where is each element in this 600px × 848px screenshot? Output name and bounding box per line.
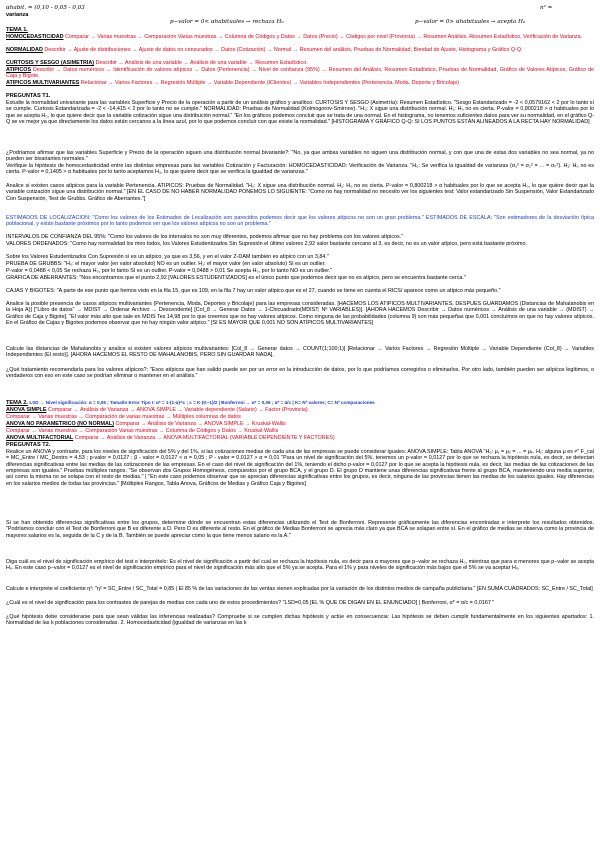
t2-paragraph-1: Realice un ANOVA y contraste, para los niveles de significación del 5% y del 1%, si las cotizaciones medias de cada una de las empresas se puede considerar iguales: ANOVA SIMPLE: Tabla ANOVA "H₀: μ₁ = μ₂ = ... = μₖ. H₁: alguna μ es ≠" F_cal = MC_Entre / MC_Dentro = 4,53 ; p-valor = 0,0127 ; β - valor = 0,0127 < α = 0,05 ; P - valor = 0,0127 > α = 0,01 "Para un nivel de significación del 5%, tenemos un p-valor = 0,0127 por lo que se rechaza la hipótesis nula, es decir, se detectan diferencias significativas entre las medias de las cotizaciones de las empresas. En el caso del nivel de significación del 1%, teniendo el dicho p-valor = 0,0127 por lo que se acepta la hipótesis nula, es decir, las medias de las cotizaciones de las empresas son iguales." Pruebas múltiples rangos. "Se observan dos Grupos Homogéneos, compuestos por el grupo BCA, y el grupo D. El grupo D mantiene unas diferencias significativas frente al grupo BCA, manteniendo una media superior, así como la misma no se solapa con el resto de medias." | "En este caso podemos observar que se aprecian diferencias significativas entre los grupos, es decir, ninguna de las provincias tienen las medias de los salarios iguales. Hay diferencias en los salarios medios de todas las provincias." [Múltiples Rangos, Tabla Anova, Gráficos de Medias y Gráfico Caja y Bigotes] <box>6 449 594 487</box>
t1-paragraph-15: ¿Qué tratamiento recomendaría para los valores atípicos?: "Esos atípicos que han salido puede ser por un error en la introducción de datos, por lo que podríamos corregirlos o eliminarlos. Por otro lado, también pueden ser atípicos legítimos, o verdaderos con eso en este caso se podrían eliminar o mantener en el análisis." <box>6 367 594 380</box>
homocedasticidad-path <box>6 34 594 47</box>
normalidad-text: Describir → Ajuste de distribuciones → Ajuste de datos no censurados → Datos (Cotización) → Normal → Resumen del análisis, Pruebas de Normalidad, Bondad de Ajuste, Histograma y Gráfico Q-Q. <box>44 47 523 53</box>
anova-multi-path <box>6 435 594 442</box>
t2-paragraph-6: ¿Qué hipótesis debe considerarse para que sean válidas las inferencias realizadas? Compruebe si se cumplen dichas hipótesis y actúe en consecuencia: Las hipótesis se deben cumplir fundamentalmente en los siguientes apartados: 1. Normalidad de las k poblaciones consideradas. 2. Homocedasticidad (igualdad de varianzas en las k <box>6 614 594 627</box>
anova-np-text: Comparar → Análisis de Varianza → ANOVA SIMPLE → Kruskal-Wallis <box>115 421 286 427</box>
tema2-heading <box>6 400 594 407</box>
atipicos-text: Describir → Datos numéricos → Identificación de valores atípicos → Datos (Pertenencia) → Nivel de confianza (95%) → Resumen del Análisis, Resumen Estadístico, Pruebas de Normalidad, Gráfico de Valores Atípicos, Gráfico de Caja y Bigote. <box>6 67 594 80</box>
atipicos-label: ATÍPICOS <box>6 67 32 73</box>
curtosis-label: CURTOSIS Y SESGO (ASIMETRÍA) <box>6 60 95 66</box>
p-rule-right: p−valor = 0> αhabituales → acepta H₀ <box>415 19 526 25</box>
normalidad-label: NORMALIDAD <box>6 47 43 53</box>
normalidad-path <box>6 47 594 60</box>
t1-paragraph-14: Calcule las distancias de Mahalanobis y analice si existen valores atípicos multivariantes: [Col_8 → Generar datos → COUNT(1;100;1)] [Relacionar → Varios Factores → Regresión Múltiple → Variable Dependiente (Col_8) → Variables Independientes (El resto)]. [AHORA HACEMOS EL RESTO DE MAHALANOBIS, PERO SIN GUARDAR NADA]. <box>6 346 594 359</box>
atipicos-multi-label: ATÍPICOS MULTIVARIANTES <box>6 80 80 86</box>
anova-np-path <box>6 421 594 428</box>
t1-paragraph-8: Sobre los Valores Estudentizados Con Supresión sí es un atípico, ya que es 3,56, y en el valor Z-DAM también es atípico con un 3,84." <box>6 254 329 260</box>
t1-paragraph-7: VALORES ORDENADOS: "Como hay normalidad los miro todos, los Valores Estudentizados Sin Supresión el último valores 2,92 valor bastante cercano al 3, es decir, no es un valor atípico, pero está bastante próximo. <box>6 241 527 247</box>
t2-paragraph-5: ¿Cuál es el nivel de significación para los contrastes de parejas de medias con cada uno de estos procedimientos? "LSD=0,05 [EL % QUE DE DIGAN EN EL ENUNCIADO] | Bonferroni, α* = α/c = 0,0167 " <box>6 600 495 606</box>
t1-paragraph-5: ESTIMADOS DE LOCALIZACIÓN: "Como los valores de los Estimados de Localización son parecidos podemos decir que los valores atípicos no son un gran problema." ESTIMADOS DE ESCALA: "Son estimadores de la desviación típica poblacional, y están bastante próximos por lo tanto podemos ver que los valores atípicos no son un problema." <box>6 215 594 228</box>
anova-np-label: ANOVA NO PARAMÉTRICO (NO NORMAL) <box>6 421 115 427</box>
alpha-formula: αhabit. = (0,10 - 0,05 - 0,03 <box>6 5 85 11</box>
p-rule-left: p−valor = 0< αhabituales → rechaza H₀ <box>170 19 284 25</box>
t1-paragraph-2: ¿Podríamos afirmar que las variables Superficie y Precio de la operación siguen una distribución normal bivariante?: "No, ya que ambas variables no siguen una distribución normal, y con que una de estas dos variables no sea normal, ya no pueden ser bivariantes normales." <box>6 150 594 163</box>
t1-paragraph-10: P-valor = 0,0488 < 0,05 Se rechaza H₀, por lo tanto SÍ es un outlier. P-valor = 0,0488 > 0,01 Se acepta H₀, por lo tanto NO es un outlier." <box>6 268 333 274</box>
header-formula-left <box>6 5 594 12</box>
t1-paragraph-4: Analice si existen casos atípicos para la variable Pertenencia. ATÍPICOS: Pruebas de Normalidad. "H₀: X sigue una distribución normal. H₁: H₀ no es cierta. P-valor = 0,800218 > α habituales por lo que se acepta H₀, lo que quiere decir que la variable cotización sigue una distribución normal." [EN EL CASO DE NO HABER NORMALIDAD PONEMOS LO SIGUIENTE: "Como no hay normalidad no necesito ver los siguientes test: Valor estandarizado Sin Suspensión, Valor Estandarizado Con Suspensión, Test de Grubbs. Gráfico de Aberrantes."] <box>6 183 594 202</box>
t1-paragraph-3: Verifique la hipótesis de homocedasticidad entre las distintas empresas para las variables Cotización y Facturación: HOMOCEDASTICIDAD: Verificación de Varianza. "H₀: Se verifica la igualdad de varianzas (σ₁² = σ₂² = ... = σₖ²). H₁: H₀ no es cierta. P-valor = 0,1405 > α habituales por lo tanto aceptamos H₀, lo que quiere decir que se verifica la igualdad de varianzas." <box>6 163 594 176</box>
anova-multi-text: Comparar → Análisis de Varianza → ANOVA MULTIFACTORIAL (VARIABLE DEPENDIENTE Y FACTORES) <box>74 435 335 441</box>
curtosis-path <box>6 60 594 67</box>
tema1-title: TEMA 1. <box>6 27 28 33</box>
anova-multi-label: ANOVA MULTIFACTORIAL <box>6 435 74 441</box>
curtosis-text: Describir → Análisis de una variable → Análisis de una variable → Resumen Estadístico. <box>95 60 308 66</box>
t1-paragraph-9: PRUEBA DE GRUBBS: "H₀: el mayor valor (en valor absoluto) NO es un outlier. H₁: el mayor valor (en valor absoluto) SÍ es un outlier. <box>6 261 326 267</box>
t2-paragraph-4: Calcule e interprete el coeficiente η²: "η² = SC_Entre / SC_Total = 0,85 | El 85 % de las variaciones de las ventas vienen explicadas por la variación de los distintos medios de campaña publicitaria." [EN SUMA CUADRADOS: SC_Entre / SC_Total] <box>6 586 593 592</box>
preguntas-t2: PREGUNTAS T2. <box>6 442 51 448</box>
t1-paragraph-11: GRÁFICA DE ABERRANTES: "Nos encontramos que el punto 2,92 [VALORES ESTUDENTIZADOS] es el único punto que podemos decir que no es atípico, pero se encuentra bastante cerca." <box>6 275 466 281</box>
anova-simple-text: Comparar → Análisis de Varianza → ANOVA SIMPLE → Variable dependiente (Salario) → Factor (Provincia) <box>47 407 308 413</box>
tema2-legend: LSD → Nivel significación: α = 0,06 ; Tamaño Error Tipo I: α* = 1-(1-α)^c ; c = K·(K−1)/2 | Bonferroni → α* = 0,06 ; α* = α/c | K= Nº valores; C= Nº comparaciones <box>29 400 375 405</box>
homocedasticidad-label: HOMOCEDASTICIDAD <box>6 34 64 40</box>
variance-label: varianza <box>6 12 29 18</box>
t1-paragraph-12: CAJAS Y BIGOTES: "A parte de ese punto que hemos visto en la fila 15, que es 109, en la fila 7 hay un valor atípico que es el 27, cuando se tiene en cuenta el RICS/ aparece como un atípico más pequeño." <box>6 288 501 294</box>
anova-np2-path: Comparar → Varias muestras → Comparación Varias muestras → Columna de Códigos y Datos → Kruskal-Wallis <box>6 428 279 434</box>
homocedasticidad-text: Comparar → Varias muestras → Comparación Varias muestras → Columna de Códigos y Datos → Datos (Precio) → Códigos por nivel (Provincia) → Resumen Análisis, Resumen Estadístico, Verificación de Varianza. <box>65 34 583 40</box>
atipicos-multi-text: Relacionar → Varios Factores → Regresión Múltiple → Variable Dependiente (IClientes) → Variables Independientes (Pertenencia, Moda, Deporte y Bricolaje) <box>80 80 459 86</box>
tema2-title: TEMA 2. <box>6 400 28 406</box>
t1-paragraph-6: INTERVALOS DE CONFIANZA DEL 95%: "Como los valores de los intervalos no son muy diferentes, podemos afirmar que no hay problema con los valores atípicos." <box>6 234 404 240</box>
preguntas-t1: PREGUNTAS T1. <box>6 93 51 99</box>
anova-simple-path <box>6 407 594 414</box>
t2-paragraph-2: Si se han obtenido diferencias significativas entre los grupos, determine dónde se encuentran estas diferencias utilizando el Test de Bonferroni. Represente gráficamente las diferencias encontradas e interprete los resultados obtenidos. "Podríamos concluir con el Test de Bonferroni que B es diferente a D. Pero D es diferente al resto. En el gráfico de Medias Bonferroni se aprecia más claro ya que BCA se solapan entre sí. En el gráfico de medias se observa como la provincia de mayores salarios es la, seguida de la C y de la B. También se puede apreciar como la que tiene menos salario es la A." <box>6 520 594 539</box>
t2-paragraph-3: Diga cuál es el nivel de significación empírico del test e interprételo: Es el nivel de significación a partir del cual se rechaza la hipótesis nula, es decir para α mayores que p−valor se rechaza H₀, mientras que para α menores que p−valor se acepta H₀. En este caso p−valor = 0,0127 es el nivel de significación empírico para el nivel de significación más alto que el 5% ya se acepta. Para el 1% y para niveles de significación más bajos que el 5% se va aceptar H₀. <box>6 559 594 572</box>
anova-simple-label: ANOVA SIMPLE <box>6 407 47 413</box>
t1-paragraph-1: Estudie la normalidad univariante para las variables Superficie y Precio de la operación a partir de un análisis gráfico y analítico: CURTOSIS Y SESGO (Asimetría): Resumen Estadístico. "Sesgo Estandarizado = -2 < 0,0579162 < 2 por lo tanto sí se cumple. Curtosis Estandarizada = -2 < -14,415 < 2 por lo tanto no se cumple." NORMALIDAD: Pruebas de Normalidad (Kolmogorov-Smirnov). "H₀: X sigue una distribución normal. H₁: H₀ no es cierta. P-valor = 0,800218 > α habituales por lo que se acepta H₀, lo que quiere decir que la variable cotización sigue una distribución normal." "En los gráficos podemos concluir que se trata de una normal. En el histograma, no tenemos suficientes datos para ver su normalidad, en el gráfico Q-Q se ve mejor ya que directamente los datos están cercanos a la línea azul, por lo que podemos concluir con que existe la normalidad." [HISTOGRAMA Y GRÁFICO Q-Q: SI LOS PUNTOS ESTÁN ALINEADOS A LA RECTA HAY NORMALIDAD] <box>6 100 594 126</box>
header-formula-right: n² = <box>540 5 553 11</box>
atipicos-multi-path <box>6 80 594 93</box>
t1-paragraph-13: Analice la posible presencia de casos atípicos multivariantes (Pertenencia, Moda, Deportes y Bricolaje) para las empresas consideradas. [HACEMOS LOS ATÍPICOS MULTIVARIANTES, DESPUÉS GUARDAMOS (Distancias de Mahalanobis en la Hoja A)] ["Libro de datos" → MDIST → Ordenar Archivo → Descendente] [Col_8 → Generar Datos → 1-Chicuadrado(MDIST; Nº VARIABLES)]. [AHORA HACEMOS Describir → Datos numéricos → Análisis de una variable → (MDIST) → Gráfico de Caja y Bigote]. "El valor más alto que sale en MDIS Tes 14,98 por lo que creemos que no hay valores atípicos. Como ninguna de las probabilidades (columna 9) son más pequeñas que 0,001 concluimos en que no hay valores atípicos. En el Gráfico de Cajas y Bigotes podemos observar que no hay ningún valor atípico." [SI ES MAYOR QUE 0,001 NO SON ATÍPICOS MULTIVARIANTES] <box>6 301 594 327</box>
anova-simple2-path: Comparar → Varias muestras → Comparación de varias muestras → Múltiples columnas de datos <box>6 414 241 420</box>
atipicos-path <box>6 67 594 80</box>
